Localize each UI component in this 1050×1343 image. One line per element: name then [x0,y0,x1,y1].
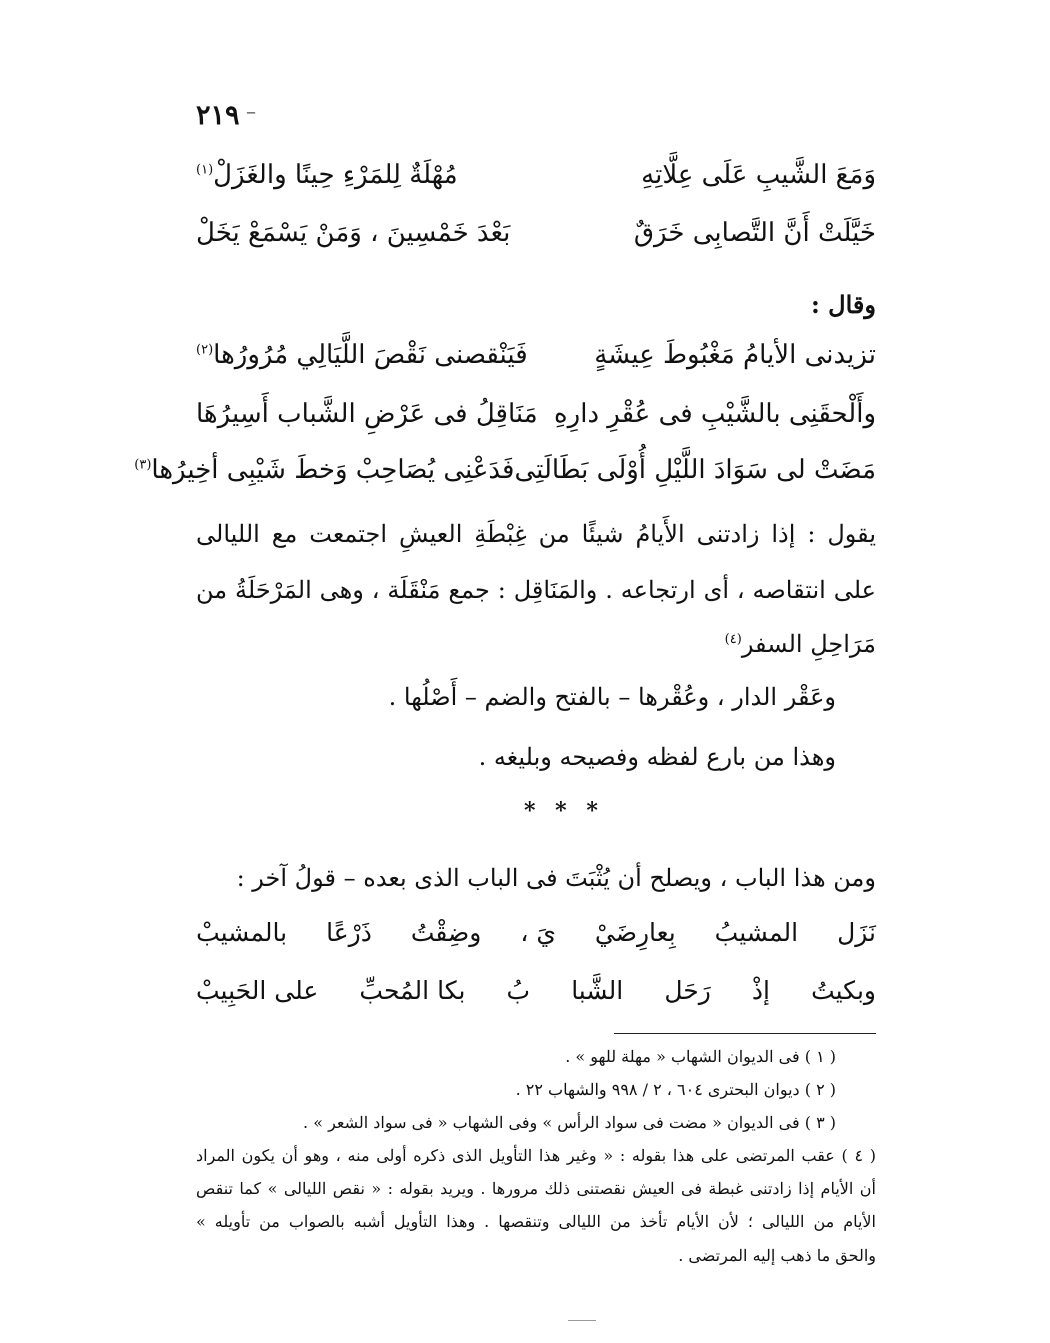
verse-word: بالمشيبْ [196,918,288,947]
commentary-line: مَرَاحِلِ السفر$^{(٤)}$ [724,630,876,658]
page-number: ٢١٩ [196,100,240,131]
hemistich-second: بَعْدَ خَمْسِينَ ، وَمَنْ يَسْمَعْ يَخَلْ [196,218,511,248]
verse-line [196,160,876,190]
verse-word: بكا المُحبِّ [359,976,466,1005]
footnote: ( ٢ ) ديوان البحترى ٦٠٤ ، ٢ / ٩٩٨ والشهاب ٢٢ . [515,1080,836,1099]
commentary-line: يقول : إذا زادتنى الأَيامُ شيئًا من غِبْطَةِ العيشِ اجتمعت مع الليالى [196,520,876,548]
hemistich-first: خَيَّلَتْ أَنَّ التَّصابِى خَرَقٌ [633,218,876,248]
page-bottom-mark [568,1320,596,1321]
verse-word: إذْ [751,976,770,1005]
verse-word: رَحَل [664,976,711,1005]
commentary-line: وعَقْر الدار ، وعُقْرها – بالفتح والضم – أَصْلُها . [388,683,836,711]
verse-word: المشيبُ [714,918,799,947]
verse-line [196,340,876,370]
footnote-ref: (٢) [196,342,214,358]
footnote-ref: (٣) [134,457,152,473]
verse-word: وبكيتُ [811,976,876,1005]
commentary-line: وهذا من بارع لفظه وفصيحه وبليغه . [478,743,836,771]
intro-line: ومن هذا الباب ، ويصلح أن يُثْبَتَ فى الباب الذى بعده – قولُ آخر : [236,864,876,892]
hemistich-first: تزيدنى الأيامُ مَغْبُوطَ عِيشَةٍ [594,340,876,370]
commentary-line: على انتقاصه ، أى ارتجاعه . والمَنَاقِل : جمع مَنْقَلَة ، وهى المَرْحَلَةُ من [196,576,876,604]
verse-word: يَ ، [520,918,556,947]
section-separator: * * * [524,798,604,824]
hemistich-first: وأَلْحقَنِى بالشَّيْبِ فى عُقْرِ دارِهِ [554,399,876,429]
footnote: ( ١ ) فى الديوان الشهاب « مهلة للهو » . [565,1047,836,1066]
footnote-rule [614,1033,876,1034]
verse-word: بِعارِضَيْ [594,918,676,947]
verse-line [196,918,876,947]
verse-word: ذَرْعًا [326,918,372,947]
hemistich-second: فَيَنْقصنى نَقْصَ اللَّيَالِي مُرُورُها$^{(٢)}$ [196,340,528,370]
footnote: ( ٤ ) عقب المرتضى على هذا بقوله : « وغير هذا التأويل الذى ذكره أولى منه ، وهو أن يكون المراد [196,1146,877,1165]
said-heading: وقال : [810,290,876,319]
footnote-ref: (٤) [724,632,742,647]
hemistich-second: فَدَعْنِى يُصَاحِبْ وَخطَ شَيْبِى أخِيرُها$^{(٣)}$ [134,455,515,485]
verse-word: على الحَبِيبْ [196,976,319,1005]
verse-line [196,976,876,1005]
hemistich-second: مَنَاقِلُ فى عَرْضِ الشَّباب أَسِيرُهَا [196,399,538,429]
hemistich-first: وَمَعَ الشَّيبِ عَلَى عِلَّاتِهِ [641,160,876,190]
page-number-dash: – [246,99,256,123]
verse-word: وضِقْتُ [410,918,482,947]
footnote: أن الأيام إذا زادتنى غبطة فى العيش نقصتنى ذلك مرورها . ويريد بقوله : « نقص الليالى » كما تنقص [196,1179,876,1198]
hemistich-second: مُهْلَةٌ لِلمَرْءِ حِينًا والغَزَلْ$^{(١)}$ [196,160,458,190]
footnote-ref: (١) [196,162,214,178]
hemistich-first: مَضَتْ لى سَوَادَ اللَّيْلِ أُوْلَى بَطَالَتِى [514,455,876,485]
footnote: والحق ما ذهب إليه المرتضى . [678,1246,876,1265]
verse-word: نَزَل [837,918,876,947]
footnote: ( ٣ ) فى الديوان « مضت فى سواد الرأس » وفى الشهاب « فى سواد الشعر » . [303,1113,836,1132]
verse-line [134,455,876,485]
footnote: الأيام من الليالى ؛ لأن الأيام تأخذ من الليالى وتنقصها . وهذا التأويل أشبه بالصواب من تأويله » [196,1212,876,1231]
verse-word: الشَّبا [571,976,624,1005]
verse-line [196,218,876,248]
verse-word: بُ [506,976,531,1005]
verse-line [196,399,876,429]
